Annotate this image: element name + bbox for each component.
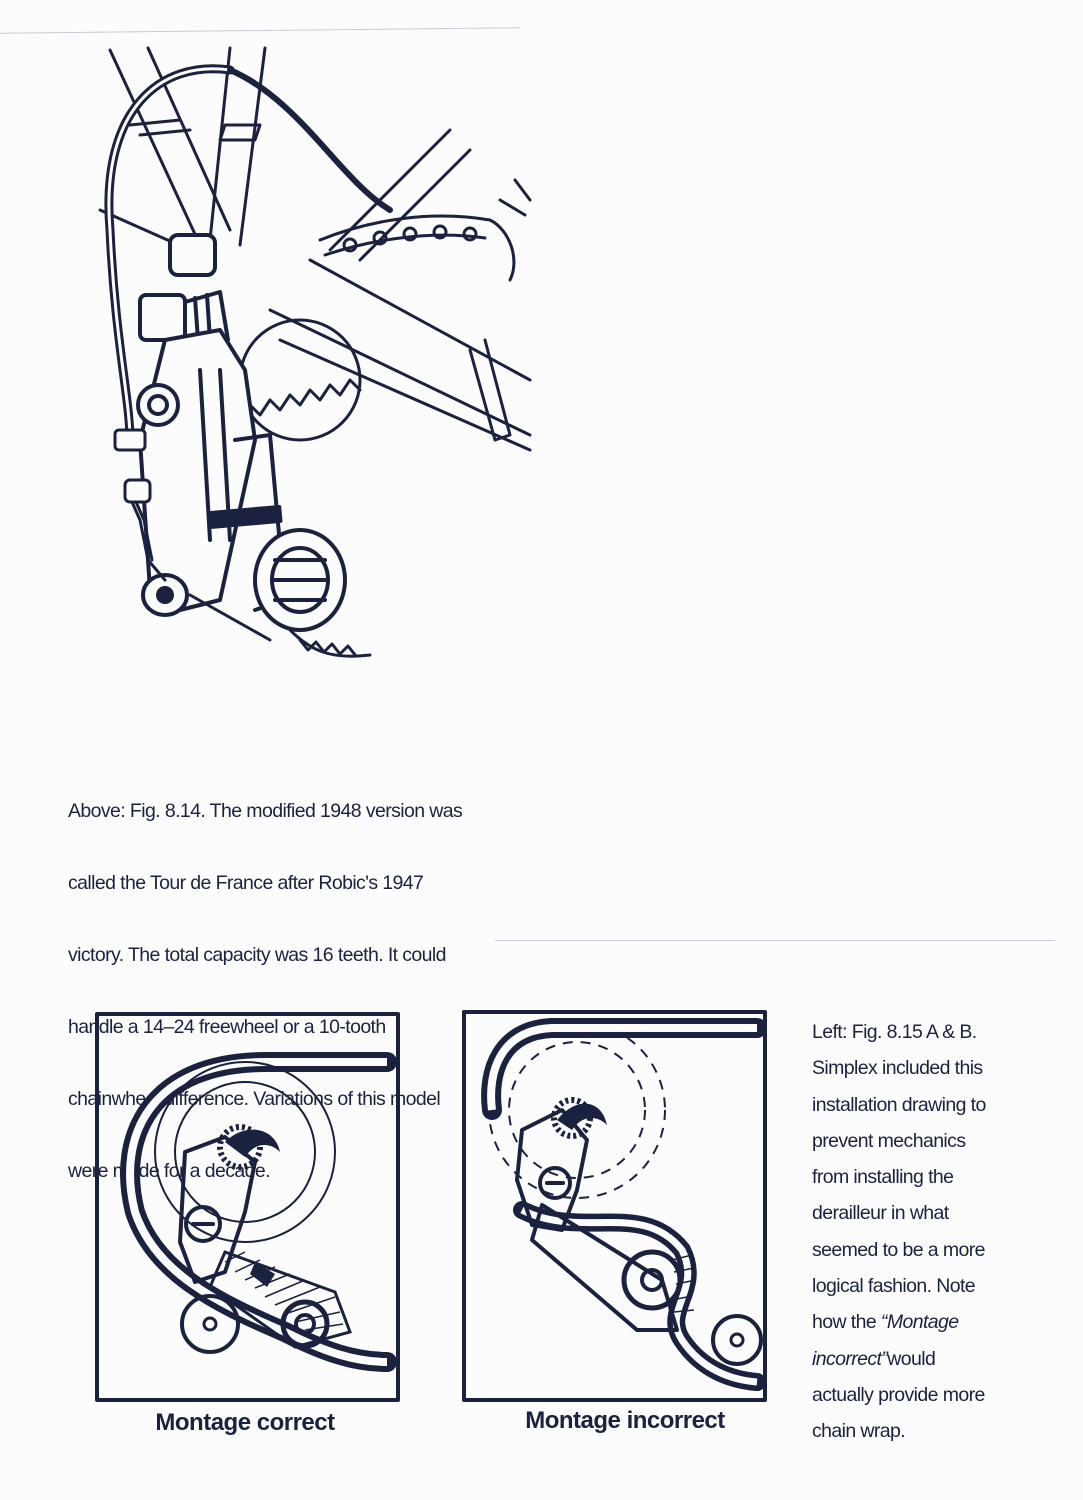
montage-correct-diagram [95, 1012, 400, 1402]
caption-line: handle a 14–24 freewheel or a 10-tooth [68, 1016, 386, 1038]
montage-incorrect-label: Montage incorrect [525, 1407, 725, 1434]
caption-line: victory. The total capacity was 16 teeth. It could [68, 944, 446, 966]
top-rule [0, 27, 520, 33]
caption-line [812, 1341, 1062, 1377]
caption-line: Above: Fig. 8.14. The modified 1948 version was [68, 800, 463, 822]
caption-line: actually provide more [812, 1383, 985, 1406]
caption-emphasis: incorrect” [812, 1347, 888, 1370]
caption-text: how the [812, 1311, 881, 1334]
caption-line: from installing the [812, 1166, 954, 1189]
caption-line: seemed to be a more [812, 1238, 985, 1261]
caption-text: would [887, 1347, 936, 1370]
caption-line: installation drawing to [812, 1093, 986, 1116]
fig-8-15-caption [812, 1014, 1062, 1450]
caption-line: were made for a decade. [68, 1160, 270, 1182]
montage-incorrect-diagram [462, 1010, 767, 1402]
caption-line: Left: Fig. 8.15 A & B. [812, 1021, 977, 1043]
caption-line: derailleur in what [812, 1202, 949, 1225]
caption-line: chain wrap. [812, 1420, 906, 1443]
montage-correct-label: Montage correct [155, 1409, 335, 1436]
caption-emphasis: “Montage [880, 1311, 959, 1334]
caption-line: Simplex included this [812, 1057, 983, 1080]
caption-line [812, 1304, 1062, 1340]
caption-line: called the Tour de France after Robic's 1947 [68, 872, 424, 894]
middle-rule [495, 940, 1055, 941]
caption-line: prevent mechanics [812, 1129, 966, 1152]
rear-derailleur-drawing [70, 40, 540, 680]
caption-line: logical fashion. Note [812, 1275, 976, 1298]
caption-line: chainwheel difference. Variations of this model [68, 1088, 441, 1110]
